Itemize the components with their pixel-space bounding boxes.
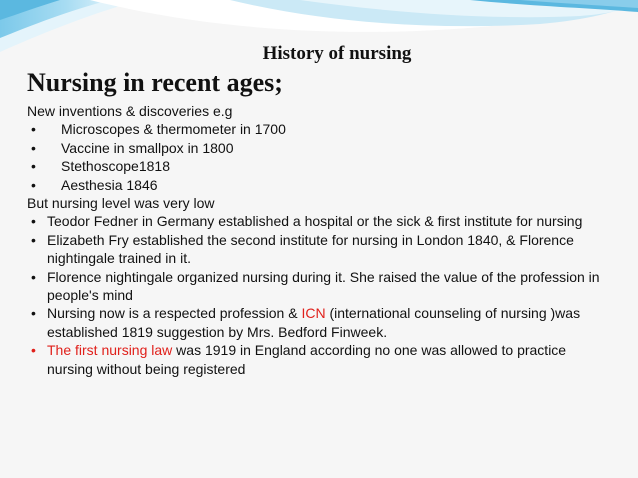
bullet-icon: • — [31, 121, 36, 138]
icn-highlight: ICN — [301, 305, 326, 322]
icn-trail-text: (international counseling of nursing )was established 1819 suggestion by Mrs. Bedford Finweek. — [47, 305, 581, 340]
bullet-icon: • — [31, 231, 36, 248]
point-text: Elizabeth Fry established the second institute for nursing in London 1840, & Florence nightingale trained in it. — [47, 231, 574, 267]
invention-text: Microscopes & thermometer in 1700 — [61, 121, 286, 138]
invention-item — [27, 120, 607, 138]
point-text — [47, 305, 580, 339]
law-highlight: The first nursing law — [47, 342, 173, 359]
bullet-icon: • — [31, 268, 36, 285]
history-point — [27, 231, 607, 268]
bullet-icon: • — [31, 342, 36, 359]
invention-item — [27, 176, 607, 194]
bullet-icon: • — [31, 139, 36, 156]
icn-lead-text: Nursing now is a respected profession & — [47, 305, 302, 322]
invention-item — [27, 157, 607, 175]
invention-text: Vaccine in smallpox in 1800 — [61, 139, 234, 156]
bullet-icon: • — [31, 305, 36, 322]
bullet-icon: • — [31, 176, 36, 193]
slide-subtitle: History of nursing — [262, 43, 412, 64]
intro-text: New inventions & discoveries e.g — [27, 103, 233, 119]
bullet-icon: • — [31, 213, 36, 230]
history-point — [27, 268, 607, 305]
bullet-icon: • — [31, 158, 36, 175]
slide-body — [27, 102, 607, 378]
history-point — [27, 212, 607, 230]
invention-text: Stethoscope1818 — [61, 158, 170, 175]
low-level-note: But nursing level was very low — [27, 195, 215, 212]
history-point-highlighted — [27, 341, 607, 378]
invention-text: Aesthesia 1846 — [61, 176, 158, 193]
point-text: Florence nightingale organized nursing during it. She raised the value of the profession in people's mind — [47, 268, 600, 304]
point-text — [47, 342, 566, 376]
invention-item — [27, 139, 607, 157]
slide-title: Nursing in recent ages; — [27, 68, 283, 97]
law-trail-text: was 1919 in England according no one was allowed to practice nursing without being registered — [47, 342, 567, 377]
history-point — [27, 304, 607, 341]
point-text: Teodor Fedner in Germany established a hospital or the sick & first institute for nursing — [47, 213, 583, 230]
